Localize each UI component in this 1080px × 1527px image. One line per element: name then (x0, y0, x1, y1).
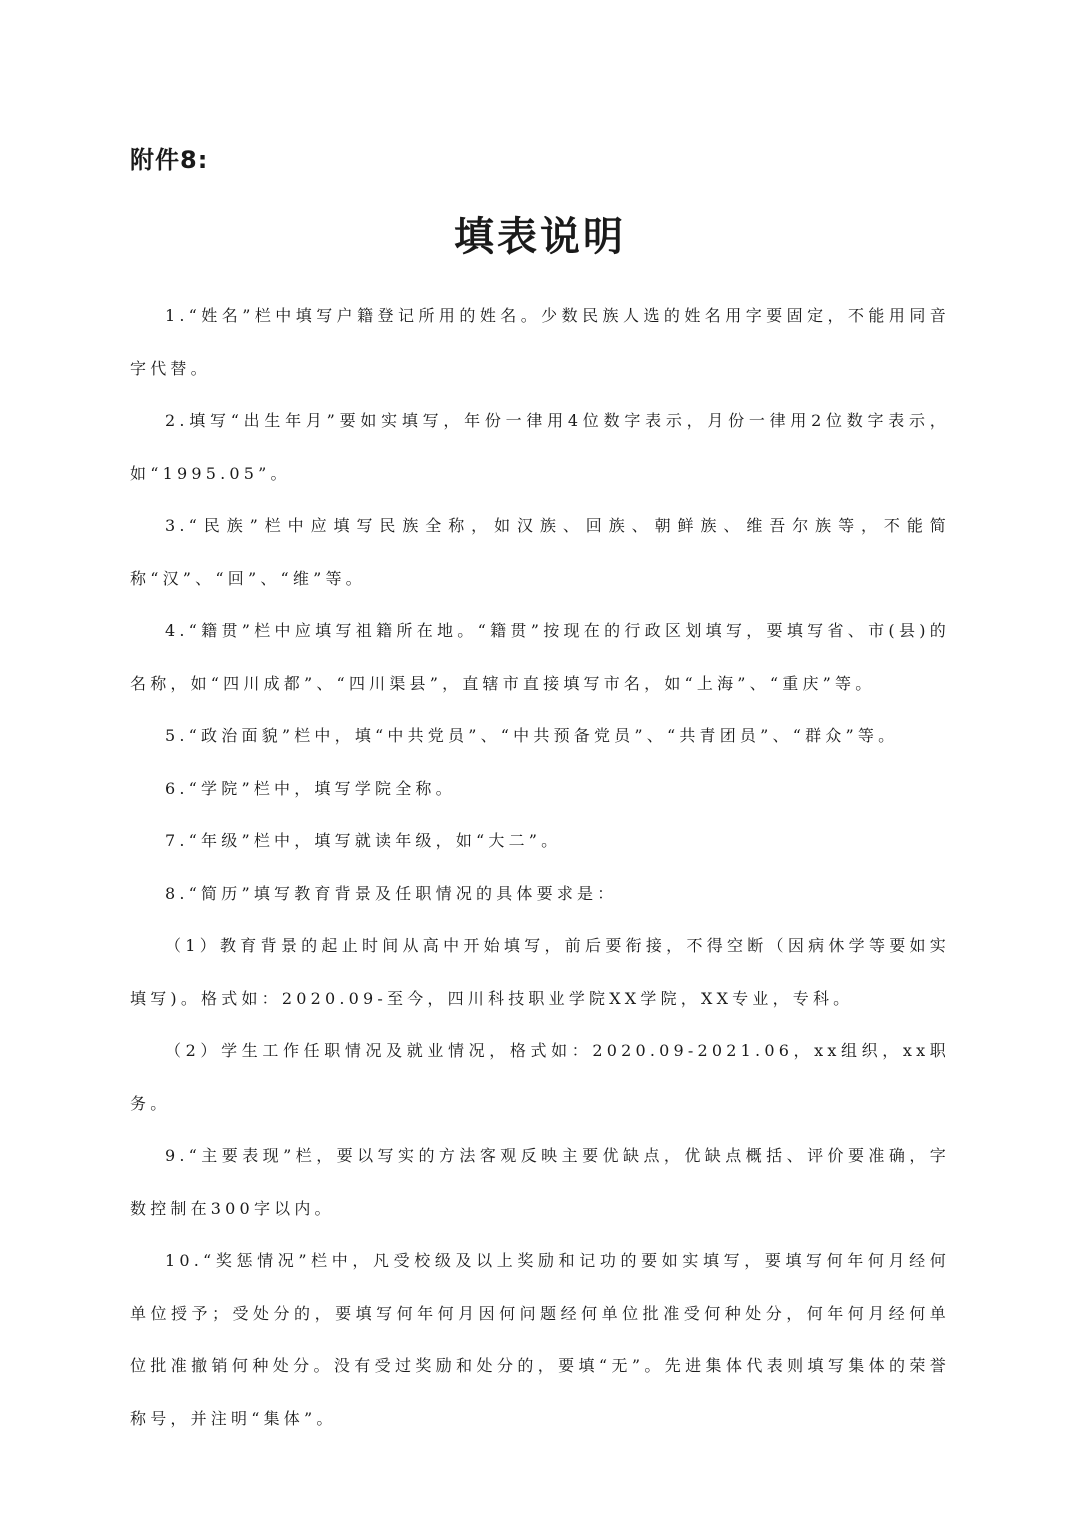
instruction-item-6: 6.“学院”栏中，填写学院全称。 (165, 778, 456, 798)
attachment-label: 附件8: (130, 146, 209, 174)
instruction-subitem-2: （2）学生工作任职情况及就业情况，格式如：2020.09-2021.06，xx组织，xx职务。 (130, 1041, 950, 1113)
instruction-item-4: 4.“籍贯”栏中应填写祖籍所在地。“籍贯”按现在的行政区划填写，要填写省、市(县)的名称，如“四川成都”、“四川渠县”，直辖市直接填写市名，如“上海”、“重庆”等。 (130, 621, 950, 693)
page-title: 填表说明 (454, 213, 626, 260)
instruction-item-1: 1.“姓名”栏中填写户籍登记所用的姓名。少数民族人选的姓名用字要固定，不能用同音字代替。 (130, 306, 950, 378)
instruction-item-8: 8.“简历”填写教育背景及任职情况的具体要求是： (165, 883, 618, 903)
instruction-item-5: 5.“政治面貌”栏中，填“中共党员”、“中共预备党员”、“共青团员”、“群众”等。 (165, 726, 899, 745)
instruction-subitem-1: （1）教育背景的起止时间从高中开始填写，前后要衔接，不得空断（因病休学等要如实填写)。格式如：2020.09-至今，四川科技职业学院XX学院，XX专业，专科。 (130, 936, 950, 1008)
instruction-item-7: 7.“年级”栏中，填写就读年级，如“大二”。 (165, 831, 562, 850)
instruction-item-2: 2.填写“出生年月”要如实填写，年份一律用4位数字表示，月份一律用2位数字表示，如“1995.05”。 (130, 411, 950, 483)
instruction-item-9: 9.“主要表现”栏，要以写实的方法客观反映主要优缺点，优缺点概括、评价要准确，字数控制在300字以内。 (130, 1146, 950, 1218)
instructions-body (130, 290, 950, 1445)
instruction-item-3: 3.“民族”栏中应填写民族全称，如汉族、回族、朝鲜族、维吾尔族等，不能简称“汉”、“回”、“维”等。 (130, 516, 950, 588)
instruction-item-10: 10.“奖惩情况”栏中，凡受校级及以上奖励和记功的要如实填写，要填写何年何月经何单位授予；受处分的，要填写何年何月因何问题经何单位批准受何种处分，何年何月经何单位批准撤销何种处分。没有受过奖励和处分的，要填“无”。先进集体代表则填写集体的荣誉称号，并注明“集体”。 (130, 1251, 950, 1428)
